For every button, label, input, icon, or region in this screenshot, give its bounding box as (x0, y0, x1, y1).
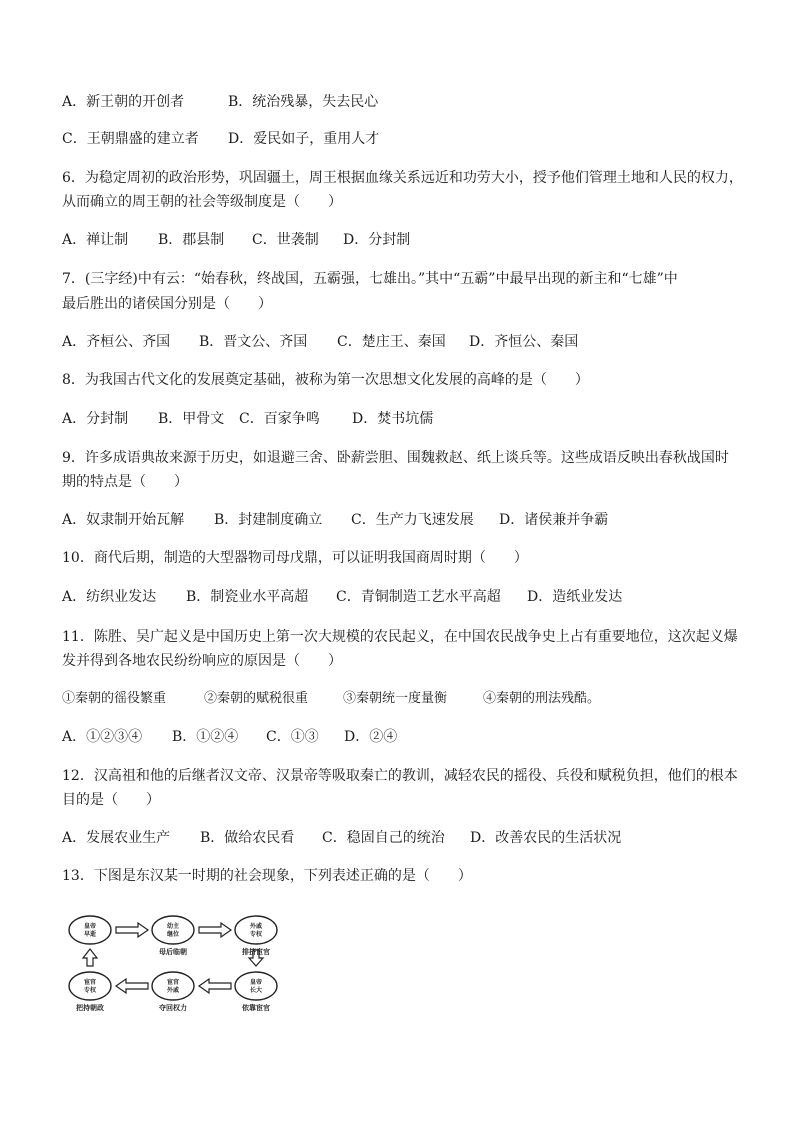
caption-exclude-eunuchs: 排挤宦官 (242, 948, 270, 956)
q11-option-c: C．①③ (266, 729, 319, 745)
node-child-enthroned (152, 916, 194, 944)
q10-option-a: A．纺织业发达 (62, 589, 157, 605)
q6-stem-line1: 6．为稳定周初的政治形势，巩固疆土，周王根据血缘关系远近和功劳大小，授予他们管理土地和人民的权力， (62, 170, 743, 186)
q5-option-b: B．统治残暴，失去民心 (228, 94, 379, 110)
q13-stem: 13．下图是东汉某一时期的社会现象，下列表述正确的是（ ） (62, 868, 472, 884)
q9-option-a: A．奴隶制开始瓦解 (62, 512, 185, 528)
q11-item-1: ①秦朝的徭役繁重 (62, 691, 167, 706)
node-label-1b: 早逝 (83, 931, 97, 938)
q8-stem: 8．为我国古代文化的发展奠定基础，被称为第一次思想文化发展的高峰的是（ ） (62, 372, 589, 388)
node-label-3: 外戚 (249, 923, 263, 930)
caption-seize-power: 夺回权力 (159, 1004, 187, 1012)
q7-stem-line2: 最后胜出的诸侯国分别是（ ） (62, 296, 272, 312)
caption-mother-regent: 母后临朝 (159, 948, 187, 956)
q10-option-c: C．青铜制造工艺水平高超 (336, 589, 501, 605)
q10-option-d: D．造纸业发达 (527, 589, 623, 605)
node-label-4: 皇帝 (249, 979, 263, 986)
q7-option-c: C．楚庄王、秦国 (337, 334, 446, 350)
q11-option-b: B．①②④ (172, 729, 239, 745)
q12-option-c: C．稳固自己的统治 (322, 830, 445, 846)
q9-stem-line2: 期的特点是（ ） (62, 474, 188, 490)
q11-option-d: D．②④ (344, 729, 398, 745)
q7-option-a: A．齐桓公、齐国 (62, 334, 171, 350)
node-relatives-power (235, 916, 277, 944)
node-label-5b: 外戚 (166, 987, 180, 994)
node-emperor-grows-up (235, 972, 277, 1000)
arrow-left-1 (199, 979, 231, 993)
q10-option-b: B．制瓷业水平高超 (186, 589, 309, 605)
q8-option-c: C．百家争鸣 (239, 411, 320, 427)
q6-option-d: D．分封制 (343, 232, 411, 248)
q8-option-b: B．甲骨文 (158, 411, 225, 427)
q7-option-b: B．晋文公、齐国 (199, 334, 308, 350)
q9-option-d: D．诸侯兼并争霸 (499, 512, 609, 528)
node-label-2b: 继位 (166, 931, 180, 938)
arrow-left-2 (116, 979, 148, 993)
node-label-6b: 专权 (83, 987, 97, 994)
arrow-right-2 (199, 923, 231, 937)
q11-stem-line2: 发并得到各地农民纷纷响应的原因是（ ） (62, 653, 342, 669)
caption-control-court: 把持朝政 (76, 1004, 104, 1012)
q6-option-c: C．世袭制 (252, 232, 319, 248)
q5-option-a: A．新王朝的开创者 (62, 94, 185, 110)
node-label-2: 幼主 (166, 923, 180, 930)
arrow-right-1 (116, 923, 148, 937)
q11-item-3: ③秦朝统一度量衡 (343, 691, 448, 706)
q12-option-a: A．发展农业生产 (62, 830, 171, 846)
node-label-6: 宦官 (83, 979, 97, 986)
q5-option-c: C．王朝鼎盛的建立者 (62, 131, 199, 147)
q7-option-d: D．齐恒公、秦国 (469, 334, 579, 350)
eastern-han-cycle-diagram (64, 904, 286, 1014)
q12-option-b: B．做给农民看 (200, 830, 295, 846)
q12-stem-line2: 目的是（ ） (62, 792, 160, 808)
node-label-3b: 专权 (249, 931, 263, 938)
q11-item-4: ④秦朝的刑法残酷。 (483, 691, 601, 706)
node-label-1: 皇帝 (83, 923, 97, 930)
q8-option-d: D．焚书坑儒 (352, 411, 434, 427)
q12-option-d: D．改善农民的生活状况 (470, 830, 622, 846)
q9-stem-line1: 9．许多成语典故来源于历史，如退避三舍、卧薪尝胆、围魏救赵、纸上谈兵等。这些成语反映出春秋战国时 (62, 450, 729, 466)
q5-option-d: D．爱民如子，重用人才 (228, 131, 380, 147)
q9-option-c: C．生产力飞速发展 (351, 512, 474, 528)
node-emperor-dies-young (69, 916, 111, 944)
q10-stem: 10．商代后期，制造的大型器物司母戊鼎，可以证明我国商周时期（ ） (62, 550, 528, 566)
caption-rely-eunuchs: 依靠宦官 (242, 1004, 270, 1012)
q9-option-b: B．封建制度确立 (214, 512, 323, 528)
q7-stem-line1: 7．(三字经)中有云：“始春秋，终战国，五霸强，七雄出。”其中“五霸”中最早出现的新主和“七雄”中 (62, 271, 678, 287)
cycle-diagram-svg (64, 904, 286, 1014)
q6-option-a: A．禅让制 (62, 232, 129, 248)
q6-option-b: B．郡县制 (158, 232, 225, 248)
arrow-up (83, 949, 97, 966)
q11-option-a: A．①②③④ (62, 729, 143, 745)
q8-option-a: A．分封制 (62, 411, 129, 427)
q12-stem-line1: 12．汉高祖和他的后继者汉文帝、汉景帝等吸取秦亡的教训，减轻农民的摇役、兵役和赋税负担，他们的根本 (62, 768, 738, 784)
node-label-4b: 长大 (249, 987, 263, 994)
node-eunuch-power (69, 972, 111, 1000)
q11-item-2: ②秦朝的赋税很重 (204, 691, 309, 706)
q11-stem-line1: 11．陈胜、吴广起义是中国历史上第一次大规模的农民起义，在中国农民战争史上占有重要地位，这次起义爆 (62, 629, 738, 645)
node-eunuch-vs-relatives (152, 972, 194, 1000)
q6-stem-line2: 从而确立的周王朝的社会等级制度是（ ） (62, 194, 342, 210)
node-label-5: 宦官 (166, 979, 180, 986)
